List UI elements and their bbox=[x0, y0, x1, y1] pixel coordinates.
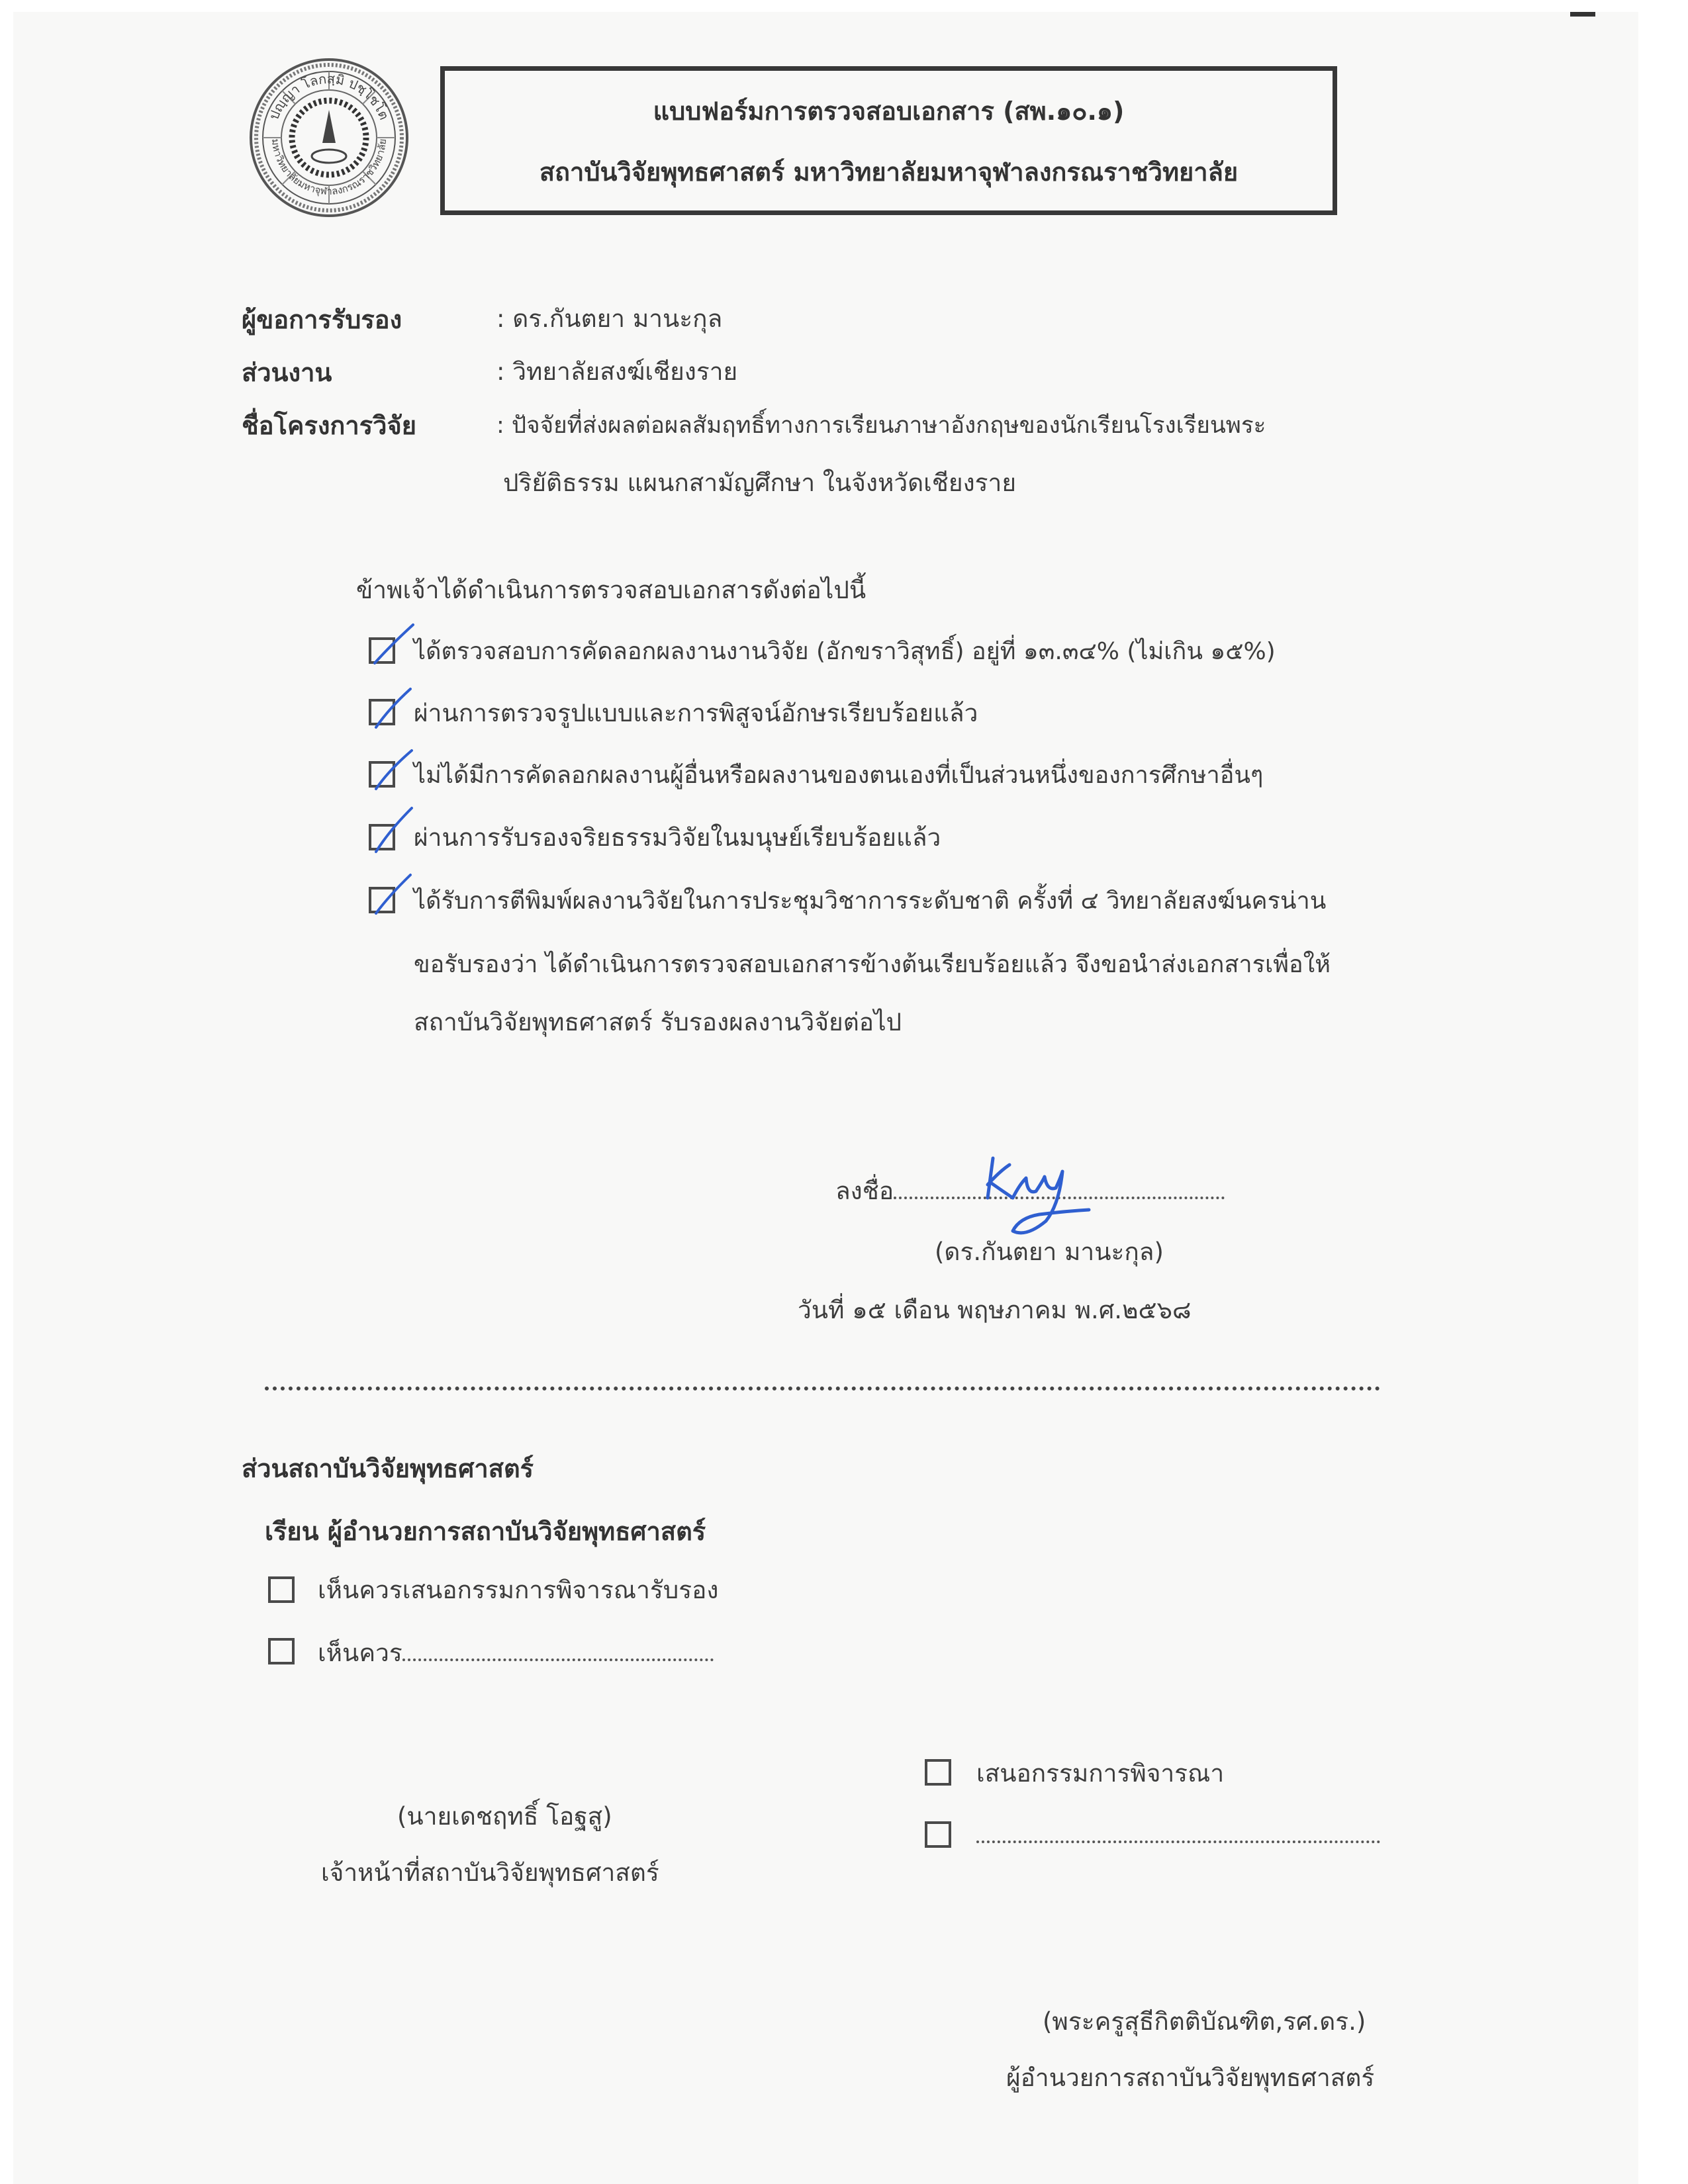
director-blank-line bbox=[976, 1841, 1380, 1843]
option-recommend-other bbox=[318, 1633, 714, 1672]
director-name: (พระครูสุธีกิตติบัณฑิต,รศ.ดร.) bbox=[1043, 2007, 1366, 2036]
section-separator bbox=[265, 1387, 1380, 1390]
checklist-item-label: ได้รับการตีพิมพ์ผลงานวิจัยในการประชุมวิชาการระดับชาติ ครั้งที่ ๔ วิทยาลัยสงฆ์นครน่าน bbox=[414, 887, 1327, 915]
addressee: เรียน ผู้อำนวยการสถาบันวิจัยพุทธศาสตร์ bbox=[265, 1517, 706, 1546]
check-mark-icon bbox=[371, 804, 417, 857]
form-header-box bbox=[440, 66, 1337, 215]
director-blank-field[interactable] bbox=[976, 1833, 1380, 1846]
institute-name: สถาบันวิจัยพุทธศาสตร์ มหาวิทยาลัยมหาจุฬาลงกรณราชวิทยาลัย bbox=[539, 158, 1239, 187]
svg-text:มหาวิทยาลัยมหาจุฬาลงกรณราชวิทย: มหาวิทยาลัยมหาจุฬาลงกรณราชวิทยาลัย bbox=[269, 138, 389, 198]
director-option-label: เสนอกรรมการพิจารณา bbox=[976, 1759, 1225, 1788]
checkbox-director-other[interactable] bbox=[925, 1821, 951, 1848]
checkbox-propose-committee-approve[interactable] bbox=[268, 1576, 295, 1603]
field-label-department: ส่วนงาน bbox=[242, 358, 332, 387]
certification-line-2: สถาบันวิจัยพุทธศาสตร์ รับรองผลงานวิจัยต่อไป bbox=[414, 1008, 902, 1036]
field-label-requester: ผู้ขอการรับรอง bbox=[242, 305, 402, 334]
option-label: เห็นควรเสนอกรรมการพิจารณารับรอง bbox=[318, 1576, 719, 1604]
check-mark-icon bbox=[371, 747, 417, 793]
checkbox-recommend-other[interactable] bbox=[268, 1638, 295, 1664]
field-value-project-line2: ปริยัติธรรม แผนกสามัญศึกษา ในจังหวัดเชียงราย bbox=[503, 469, 1016, 497]
intro-text: ข้าพเจ้าได้ดำเนินการตรวจสอบเอกสารดังต่อไปนี้ bbox=[356, 576, 867, 604]
field-value-department: : วิทยาลัยสงฆ์เชียงราย bbox=[496, 357, 738, 386]
field-value-project: : ปัจจัยที่ส่งผลต่อผลสัมฤทธิ์ทางการเรียนภาษาอังกฤษของนักเรียนโรงเรียนพระ bbox=[496, 412, 1266, 439]
institute-section-title: ส่วนสถาบันวิจัยพุทธศาสตร์ bbox=[242, 1454, 534, 1483]
signer-name: (ดร.กันตยา มานะกุล) bbox=[935, 1238, 1164, 1266]
sign-label: ลงชื่อ bbox=[835, 1177, 894, 1205]
checkbox-propose-committee[interactable] bbox=[925, 1759, 951, 1786]
option-label: เห็นควร bbox=[318, 1639, 402, 1667]
checklist-item-label: ผ่านการรับรองจริยธรรมวิจัยในมนุษย์เรียบร้อยแล้ว bbox=[414, 823, 941, 852]
certification-line-1: ขอรับรองว่า ได้ดำเนินการตรวจสอบเอกสารข้างต้นเรียบร้อยแล้ว จึงขอนำส่งเอกสารเพื่อให้ bbox=[414, 951, 1331, 978]
officer-name: (นายเดชฤทธิ์ โอฐสู) bbox=[397, 1802, 612, 1831]
director-title: ผู้อำนวยการสถาบันวิจัยพุทธศาสตร์ bbox=[1006, 2064, 1375, 2092]
university-seal-icon bbox=[248, 57, 410, 218]
svg-text:ปญฺญา โลกสฺมิ ปชฺโชโต: ปญฺญา โลกสฺมิ ปชฺโชโต bbox=[265, 70, 393, 122]
scan-edge-mark bbox=[1570, 12, 1595, 17]
check-mark-icon bbox=[371, 685, 417, 731]
recommend-blank-field[interactable] bbox=[402, 1659, 714, 1661]
officer-title: เจ้าหน้าที่สถาบันวิจัยพุทธศาสตร์ bbox=[321, 1858, 659, 1887]
form-title: แบบฟอร์มการตรวจสอบเอกสาร (สพ.๑๐.๑) bbox=[653, 97, 1125, 126]
checklist-item-label: ผ่านการตรวจรูปแบบและการพิสูจน์อักษรเรียบร้อยแล้ว bbox=[414, 699, 978, 727]
field-label-project: ชื่อโครงการวิจัย bbox=[242, 411, 417, 440]
checklist-item-label: ไม่ได้มีการคัดลอกผลงานผู้อื่นหรือผลงานของตนเองที่เป็นส่วนหนึ่งของการศึกษาอื่นๆ bbox=[414, 762, 1264, 789]
field-value-requester: : ดร.กันตยา มานะกุล bbox=[496, 304, 723, 333]
checklist-item-label: ได้ตรวจสอบการคัดลอกผลงานงานวิจัย (อักขราวิสุทธิ์) อยู่ที่ ๑๓.๓๔% (ไม่เกิน ๑๕%) bbox=[414, 638, 1276, 665]
signature-date: วันที่ ๑๕ เดือน พฤษภาคม พ.ศ.๒๕๖๘ bbox=[798, 1296, 1192, 1324]
check-mark-icon bbox=[371, 872, 417, 919]
check-mark-icon bbox=[371, 622, 417, 668]
